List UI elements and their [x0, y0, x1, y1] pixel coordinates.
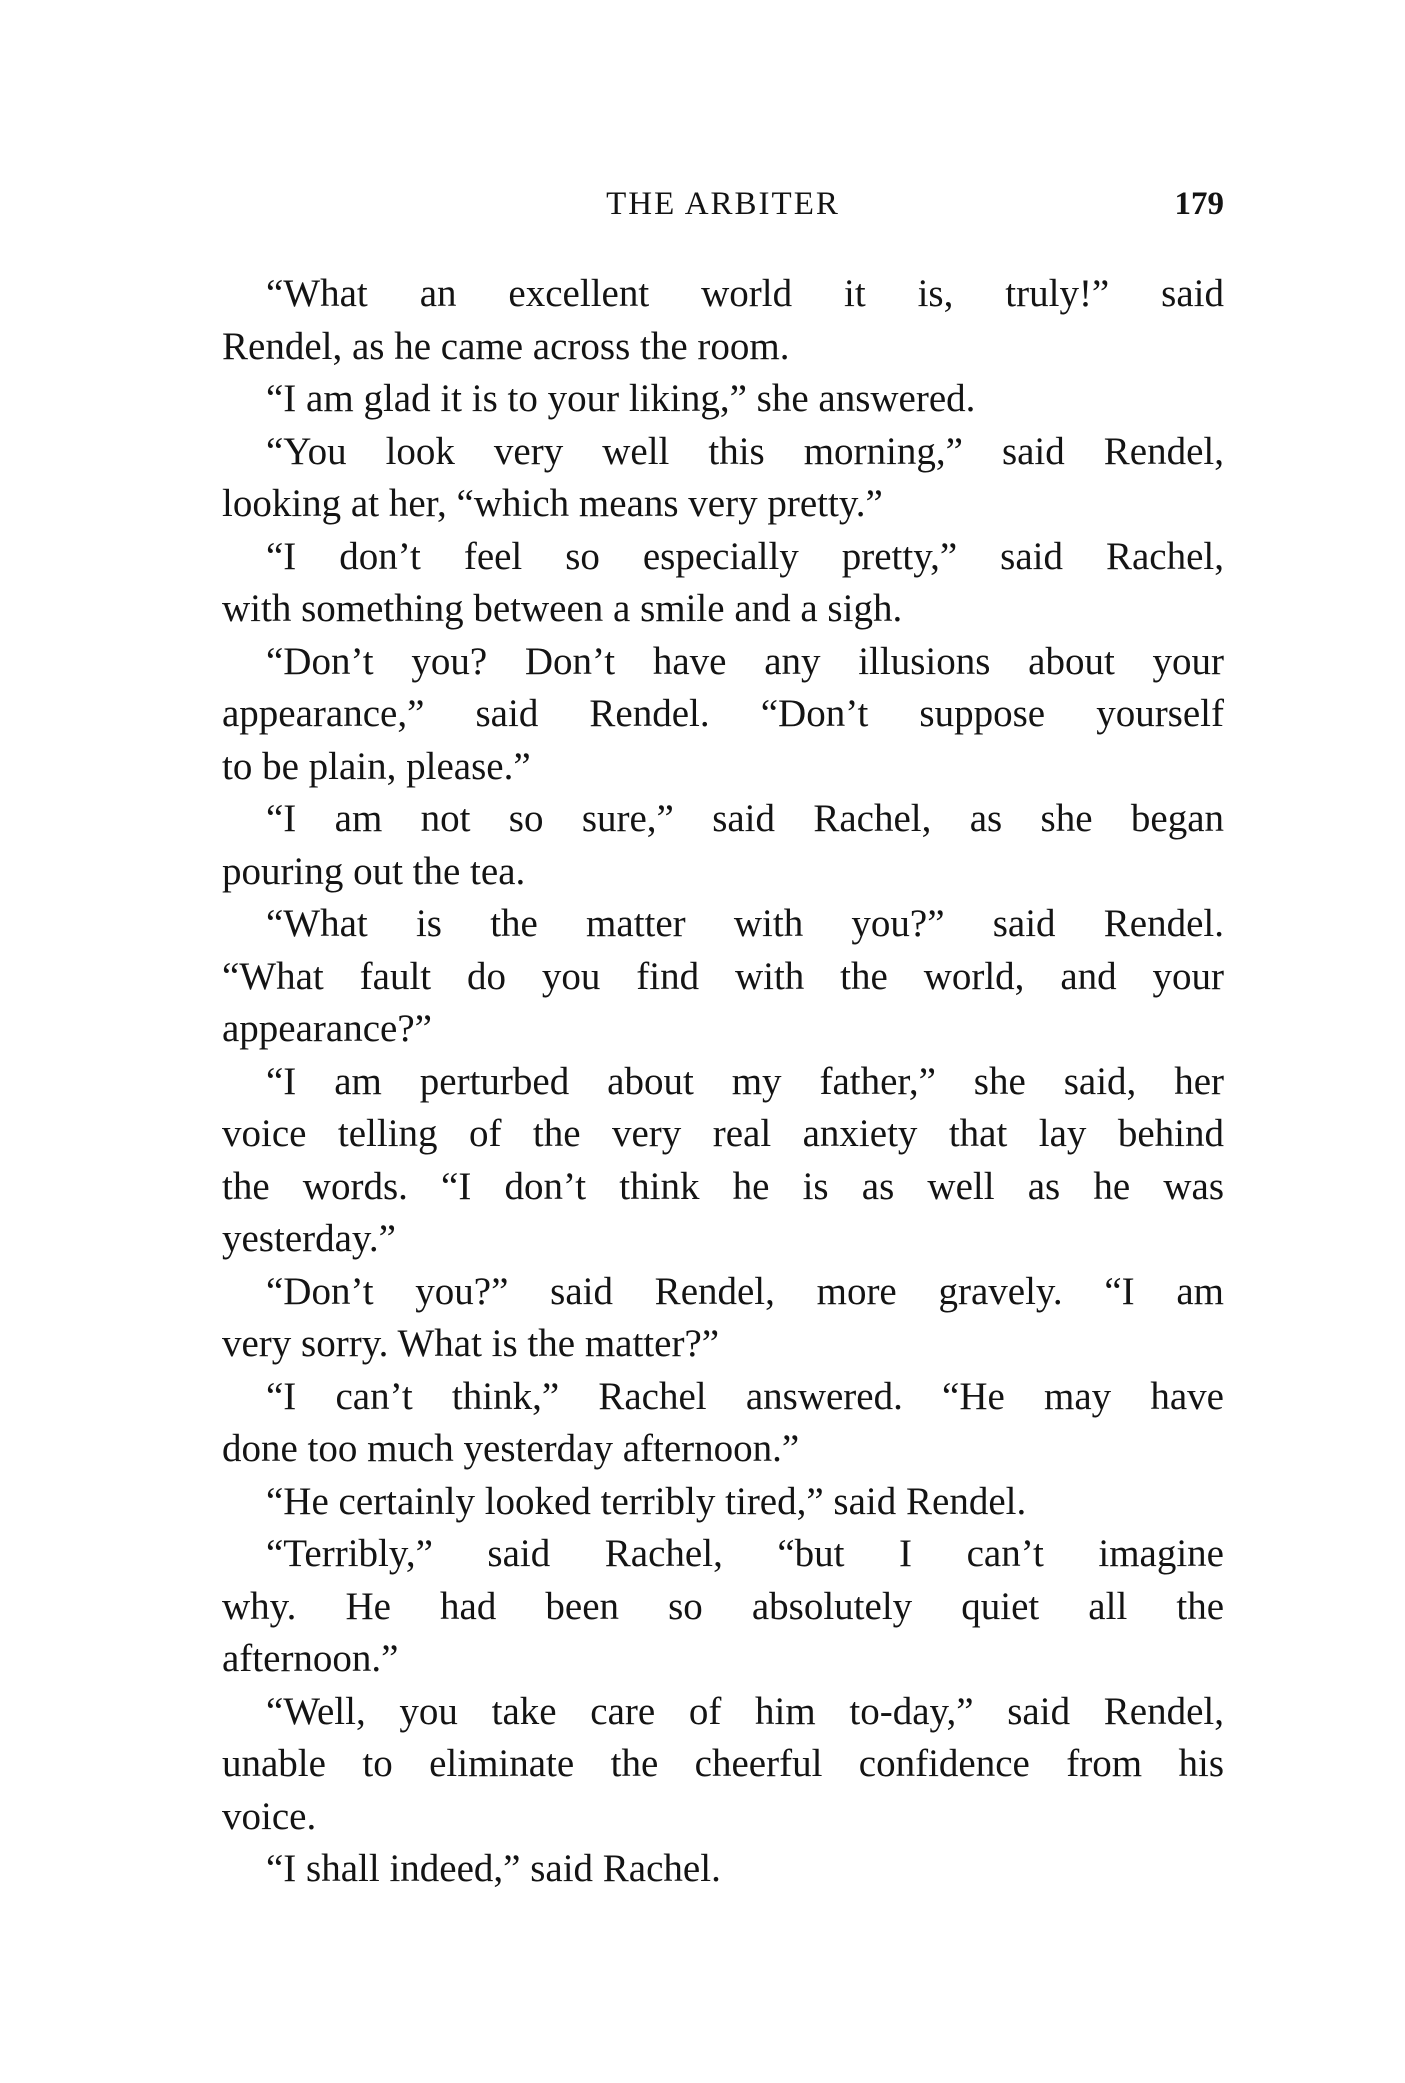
- text-line: “Terribly,” said Rachel, “but I can’t imagine: [266, 1532, 1224, 1575]
- text-line: yesterday.”: [222, 1217, 396, 1260]
- text-line: Rendel, as he came across the room.: [222, 324, 790, 368]
- running-title: THE ARBITER: [606, 186, 840, 222]
- text-line: “Don’t you? Don’t have any illusions about your: [266, 639, 1224, 683]
- text-line: why. He had been so absolutely quiet all the: [222, 1584, 1224, 1628]
- text-line: “I don’t feel so especially pretty,” said Rachel,: [266, 534, 1224, 578]
- text-line: done too much yesterday afternoon.”: [222, 1427, 800, 1470]
- text-line: “What is the matter with you?” said Rendel.: [266, 902, 1224, 945]
- text-line: “He certainly looked terribly tired,” said Rendel.: [266, 1479, 1027, 1523]
- text-line: “I can’t think,” Rachel answered. “He may have: [266, 1374, 1224, 1418]
- text-line: very sorry. What is the matter?”: [222, 1322, 720, 1365]
- text-line: “What fault do you find with the world, and your: [222, 954, 1224, 998]
- text-line: “Don’t you?” said Rendel, more gravely. “I am: [266, 1269, 1224, 1313]
- body-text: [222, 268, 1224, 1896]
- text-line: to be plain, please.”: [222, 744, 531, 788]
- text-line: with something between a smile and a sigh.: [222, 587, 903, 630]
- text-line: pouring out the tea.: [222, 849, 526, 893]
- text-line: “I am glad it is to your liking,” she answered.: [266, 377, 976, 420]
- text-line: “Well, you take care of him to-day,” said Rendel,: [266, 1689, 1224, 1733]
- text-line: unable to eliminate the cheerful confidence from his: [222, 1742, 1224, 1785]
- text-line: “You look very well this morning,” said Rendel,: [266, 429, 1224, 473]
- text-line: “I am not so sure,” said Rachel, as she began: [266, 797, 1224, 840]
- page-number: 179: [1174, 186, 1224, 222]
- text-line: appearance,” said Rendel. “Don’t suppose yourself: [222, 692, 1224, 735]
- text-line: voice.: [222, 1794, 317, 1838]
- text-line: appearance?”: [222, 1007, 432, 1050]
- text-line: afternoon.”: [222, 1637, 399, 1680]
- text-line: voice telling of the very real anxiety that lay behind: [222, 1112, 1224, 1155]
- text-line: “I am perturbed about my father,” she said, her: [266, 1059, 1224, 1103]
- text-line: “What an excellent world it is, truly!” said: [266, 272, 1224, 315]
- text-line: looking at her, “which means very pretty.”: [222, 482, 883, 525]
- text-line: the words. “I don’t think he is as well as he was: [222, 1164, 1224, 1208]
- text-line: “I shall indeed,” said Rachel.: [266, 1847, 721, 1890]
- running-header: [222, 180, 1224, 228]
